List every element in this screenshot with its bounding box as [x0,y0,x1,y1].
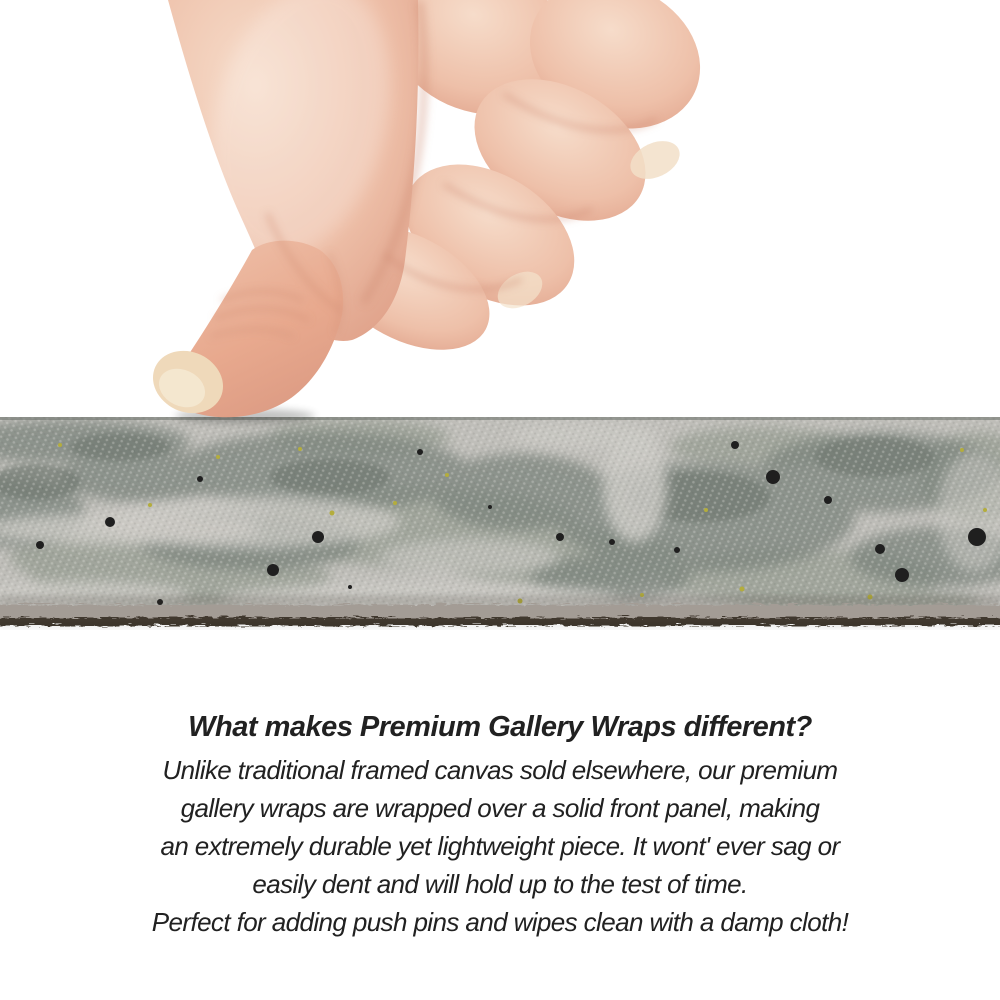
canvas-weave-texture [0,417,1000,615]
info-line: easily dent and will hold up to the test of time. [252,869,748,899]
board-edge-line [0,616,1000,624]
hand-photo [100,0,720,430]
strip-cast-shadow [0,624,1000,628]
info-heading: What makes Premium Gallery Wraps different? [188,711,812,743]
info-line: Perfect for adding push pins and wipes clean with a damp cloth! [151,907,849,937]
canvas-edge-photo [0,417,1000,630]
info-line: gallery wraps are wrapped over a solid front panel, making [180,793,820,823]
canvas-edge-illustration [0,417,1000,630]
info-line: an extremely durable yet lightweight piece. It wont' ever sag or [160,831,840,861]
hand-illustration [100,0,720,430]
info-line: Unlike traditional framed canvas sold elsewhere, our premium [162,755,838,785]
info-block [0,708,1000,941]
